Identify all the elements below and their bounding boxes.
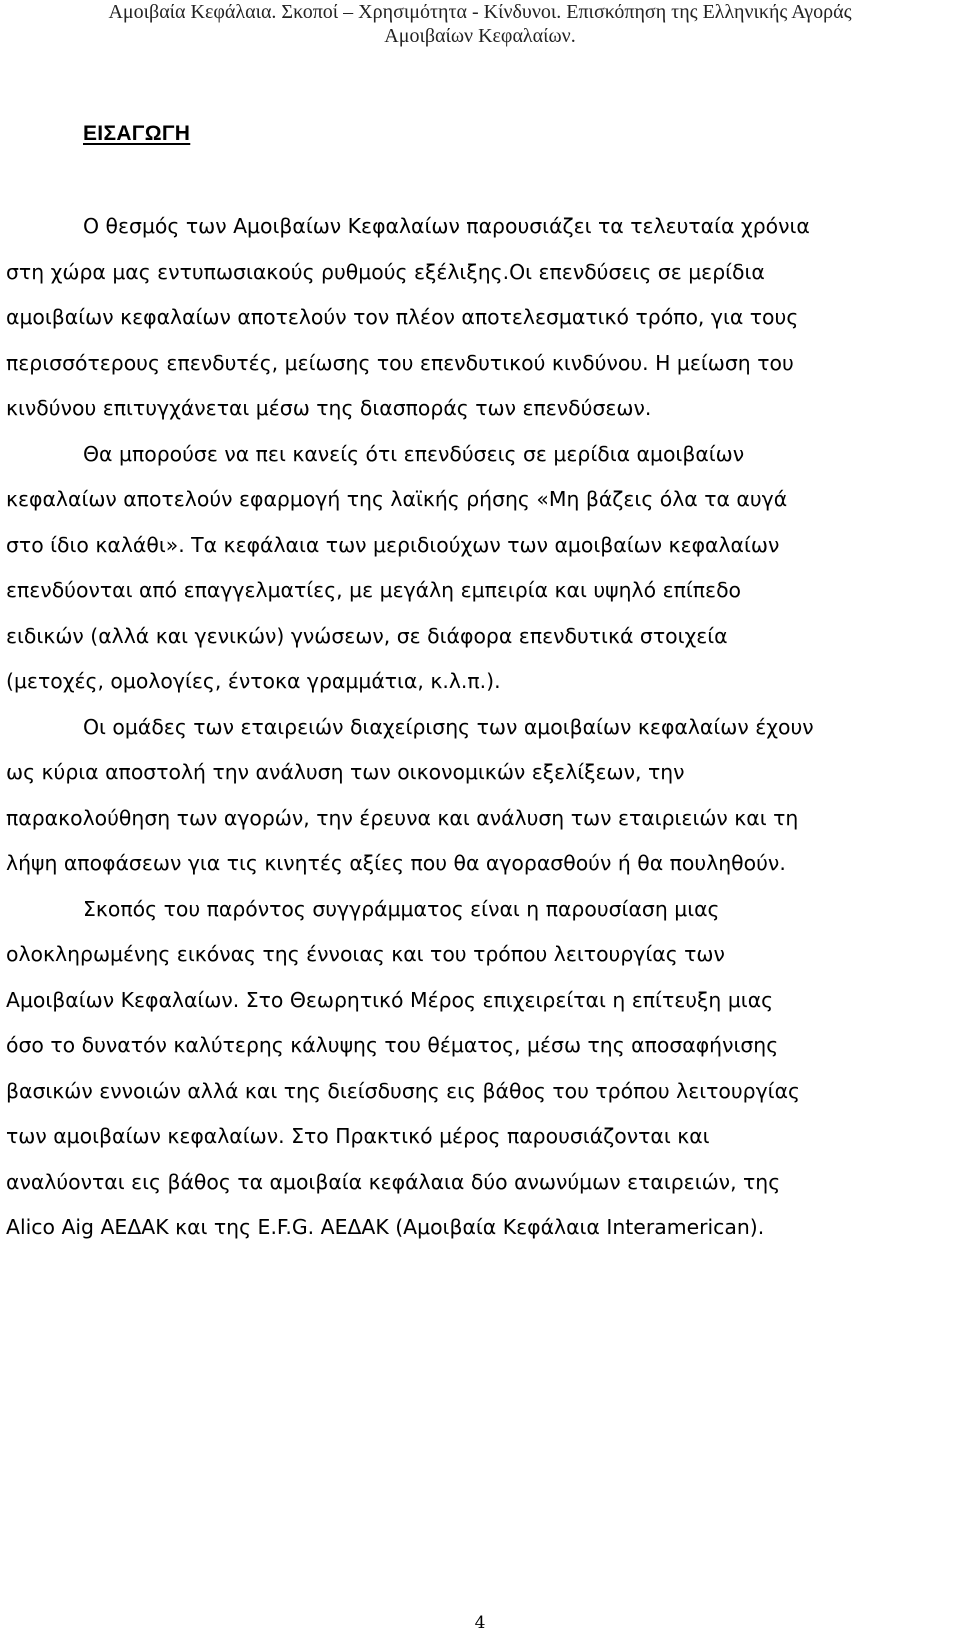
running-header [0, 0, 960, 48]
paragraph-line: όσο το δυνατόν καλύτερης κάλυψης του θέματος, μέσω της αποσαφήνισης [6, 1033, 779, 1057]
paragraph-line: Αμοιβαίων Κεφαλαίων. Στο Θεωρητικό Μέρος επιχειρείται η επίτευξη μιας [6, 987, 774, 1012]
paragraph-line: κινδύνου επιτυγχάνεται μέσω της διασποράς των επενδύσεων. [6, 396, 652, 420]
paragraph-line: Θα μπορούσε να πει κανείς ότι επενδύσεις σε μερίδια αμοιβαίων [83, 441, 745, 466]
paragraph-line: ολοκληρωμένης εικόνας της έννοιας και του τρόπου λειτουργίας των [6, 942, 725, 966]
paragraph-line: κεφαλαίων αποτελούν εφαρμογή της λαϊκής ρήσης «Μη βάζεις όλα τα αυγά [6, 487, 788, 511]
paragraph-line: των αμοιβαίων κεφαλαίων. Στο Πρακτικό μέρος παρουσιάζονται και [6, 1124, 710, 1148]
paragraph-line: Σκοπός του παρόντος συγγράμματος είναι η παρουσίαση μιας [83, 896, 720, 921]
running-header-line-1: Αμοιβαία Κεφάλαια. Σκοποί – Χρησιμότητα - Κίνδυνοι. Επισκόπηση της Ελληνικής Αγοράς [108, 1, 852, 23]
paragraph-line: ως κύρια αποστολή την ανάλυση των οικονομικών εξελίξεων, την [6, 760, 685, 784]
section-heading: ΕΙΣΑΓΩΓΗ [83, 122, 191, 145]
paragraph-line: βασικών εννοιών αλλά και της διείσδυσης εις βάθος του τρόπου λειτουργίας [6, 1078, 800, 1103]
page-number: 4 [474, 1613, 486, 1633]
paragraph-line: ειδικών (αλλά και γενικών) γνώσεων, σε διάφορα επενδυτικά στοιχεία [6, 623, 728, 648]
paragraph-line: Ο θεσμός των Αμοιβαίων Κεφαλαίων παρουσιάζει τα τελευταία χρόνια [83, 214, 810, 238]
paragraph-line: επενδύονται από επαγγελματίες, με μεγάλη εμπειρία και υψηλό επίπεδο [6, 578, 742, 602]
paragraph-line: αμοιβαίων κεφαλαίων αποτελούν τον πλέον αποτελεσματικό τρόπο, για τους [6, 305, 799, 329]
paragraph-line: περισσότερους επενδυτές, μείωσης του επενδυτικού κινδύνου. Η μείωση του [6, 350, 794, 375]
paragraph-line: λήψη αποφάσεων για τις κινητές αξίες που θα αγορασθούν ή θα πουληθούν. [6, 851, 786, 875]
paragraph-line: αναλύονται εις βάθος τα αμοιβαία κεφάλαια δύο ανωνύμων εταιρειών, της [6, 1169, 781, 1194]
paragraph-line: στη χώρα μας εντυπωσιακούς ρυθμούς εξέλιξης.Οι επενδύσεις σε μερίδια [6, 259, 765, 284]
body-text [6, 204, 924, 1251]
paragraph-line: Alico Aig ΑΕΔΑΚ και της E.F.G. ΑΕΔΑΚ (Αμοιβαία Κεφάλαια Interamerican). [6, 1215, 765, 1239]
paragraph-line: στο ίδιο καλάθι». Τα κεφάλαια των μεριδιούχων των αμοιβαίων κεφαλαίων [6, 532, 780, 557]
running-header-line-2: Αμοιβαίων Κεφαλαίων. [384, 25, 576, 47]
paragraph-line: παρακολούθηση των αγορών, την έρευνα και ανάλυση των εταιριειών και τη [6, 805, 799, 830]
paragraph-line: Οι ομάδες των εταιρειών διαχείρισης των αμοιβαίων κεφαλαίων έχουν [83, 714, 814, 739]
paragraph-line: (μετοχές, ομολογίες, έντοκα γραμμάτια, κ.λ.π.). [6, 669, 501, 693]
